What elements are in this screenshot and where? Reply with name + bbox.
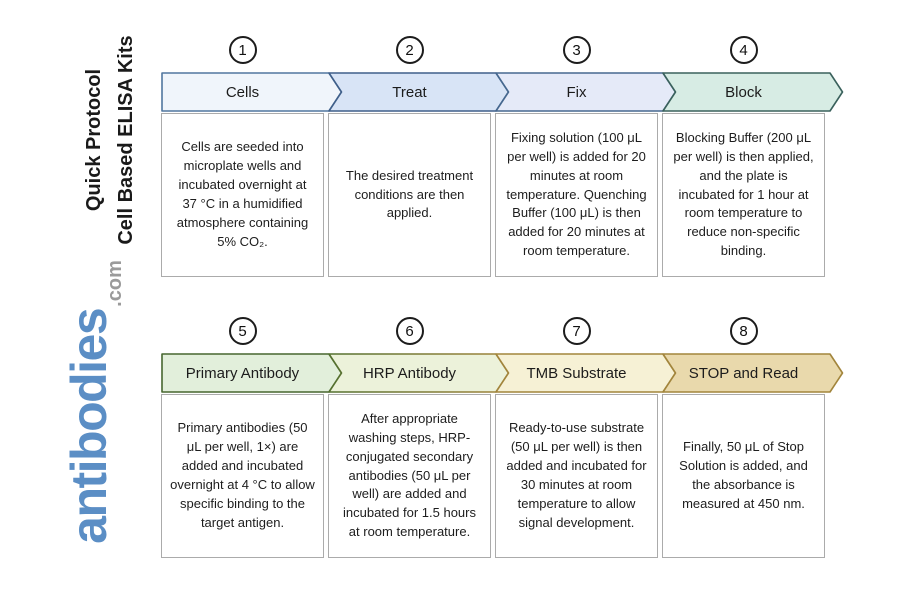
step-label: Primary Antibody <box>185 364 300 382</box>
step-column-8 <box>662 317 829 558</box>
step-label: STOP and Read <box>688 364 799 382</box>
step-description-box <box>328 113 491 277</box>
step-description: Blocking Buffer (200 μL per well) is then applied, and the plate is incubated for 1 hour at room temperature to reduce non-specific binding. <box>673 130 814 259</box>
step-arrow-banner <box>495 353 662 393</box>
step-column-3 <box>495 36 662 277</box>
step-arrow-banner <box>161 353 328 393</box>
step-description: Finally, 50 μL of Stop Solution is added, and the absorbance is measured at 450 nm. <box>679 439 808 511</box>
step-arrow-banner <box>662 353 829 393</box>
step-label: TMB Substrate <box>526 364 627 382</box>
brand-logo <box>60 260 126 544</box>
step-description: Ready-to-use substrate (50 μL per well) is then added and incubated for 30 minutes at room temperature to allow signal development. <box>506 420 647 530</box>
step-column-7 <box>495 317 662 558</box>
step-row-1 <box>161 36 829 277</box>
step-label: HRP Antibody <box>362 364 457 382</box>
step-description: The desired treatment conditions are then applied. <box>345 167 474 221</box>
step-description: Fixing solution (100 μL per well) is added for 20 minutes at room temperature. Quenching Buffer (100 μL) is then added for 20 minutes at room temperature. <box>506 130 647 259</box>
step-label: Fix <box>566 83 587 101</box>
step-number-badge: 6 <box>396 317 424 345</box>
logo-text: antibodies <box>61 308 117 544</box>
step-number-badge: 2 <box>396 36 424 64</box>
title-line-2: Quick Protocol <box>83 68 105 212</box>
step-number-badge: 4 <box>730 36 758 64</box>
logo-suffix: .com <box>104 260 126 307</box>
step-description: After appropriate washing steps, HRP-conjugated secondary antibodies (50 μL per well) are added and incubated for 1.5 hours at room temperature. <box>343 411 476 540</box>
vertical-title <box>78 35 142 244</box>
step-column-5 <box>161 317 328 558</box>
protocol-diagram <box>161 36 829 558</box>
step-description-box <box>662 394 825 558</box>
step-description-box <box>495 394 658 558</box>
step-arrow-banner <box>328 72 495 112</box>
step-column-6 <box>328 317 495 558</box>
step-column-4 <box>662 36 829 277</box>
step-arrow-banner <box>161 72 328 112</box>
step-description-box <box>328 394 491 558</box>
title-line-1: Cell Based ELISA Kits <box>115 35 137 245</box>
step-description-box <box>662 113 825 277</box>
step-arrow-banner <box>328 353 495 393</box>
step-number-badge: 8 <box>730 317 758 345</box>
step-number-badge: 1 <box>229 36 257 64</box>
step-arrow-banner <box>495 72 662 112</box>
step-label: Block <box>725 83 762 101</box>
step-number-badge: 5 <box>229 317 257 345</box>
step-description-box <box>161 113 324 277</box>
step-number-badge: 7 <box>563 317 591 345</box>
step-description: Primary antibodies (50 μL per well, 1×) are added and incubated overnight at 4 °C to allow specific binding to the target antigen. <box>170 420 315 530</box>
step-description: Cells are seeded into microplate wells and incubated overnight at 37 °C in a humidified atmosphere containing 5% CO₂. <box>176 139 309 249</box>
step-row-2 <box>161 317 829 558</box>
step-description-box <box>495 113 658 277</box>
step-description-box <box>161 394 324 558</box>
step-number-badge: 3 <box>563 36 591 64</box>
step-label: Treat <box>392 83 427 101</box>
step-arrow-banner <box>662 72 829 112</box>
step-label: Cells <box>225 83 260 101</box>
step-column-1 <box>161 36 328 277</box>
step-column-2 <box>328 36 495 277</box>
